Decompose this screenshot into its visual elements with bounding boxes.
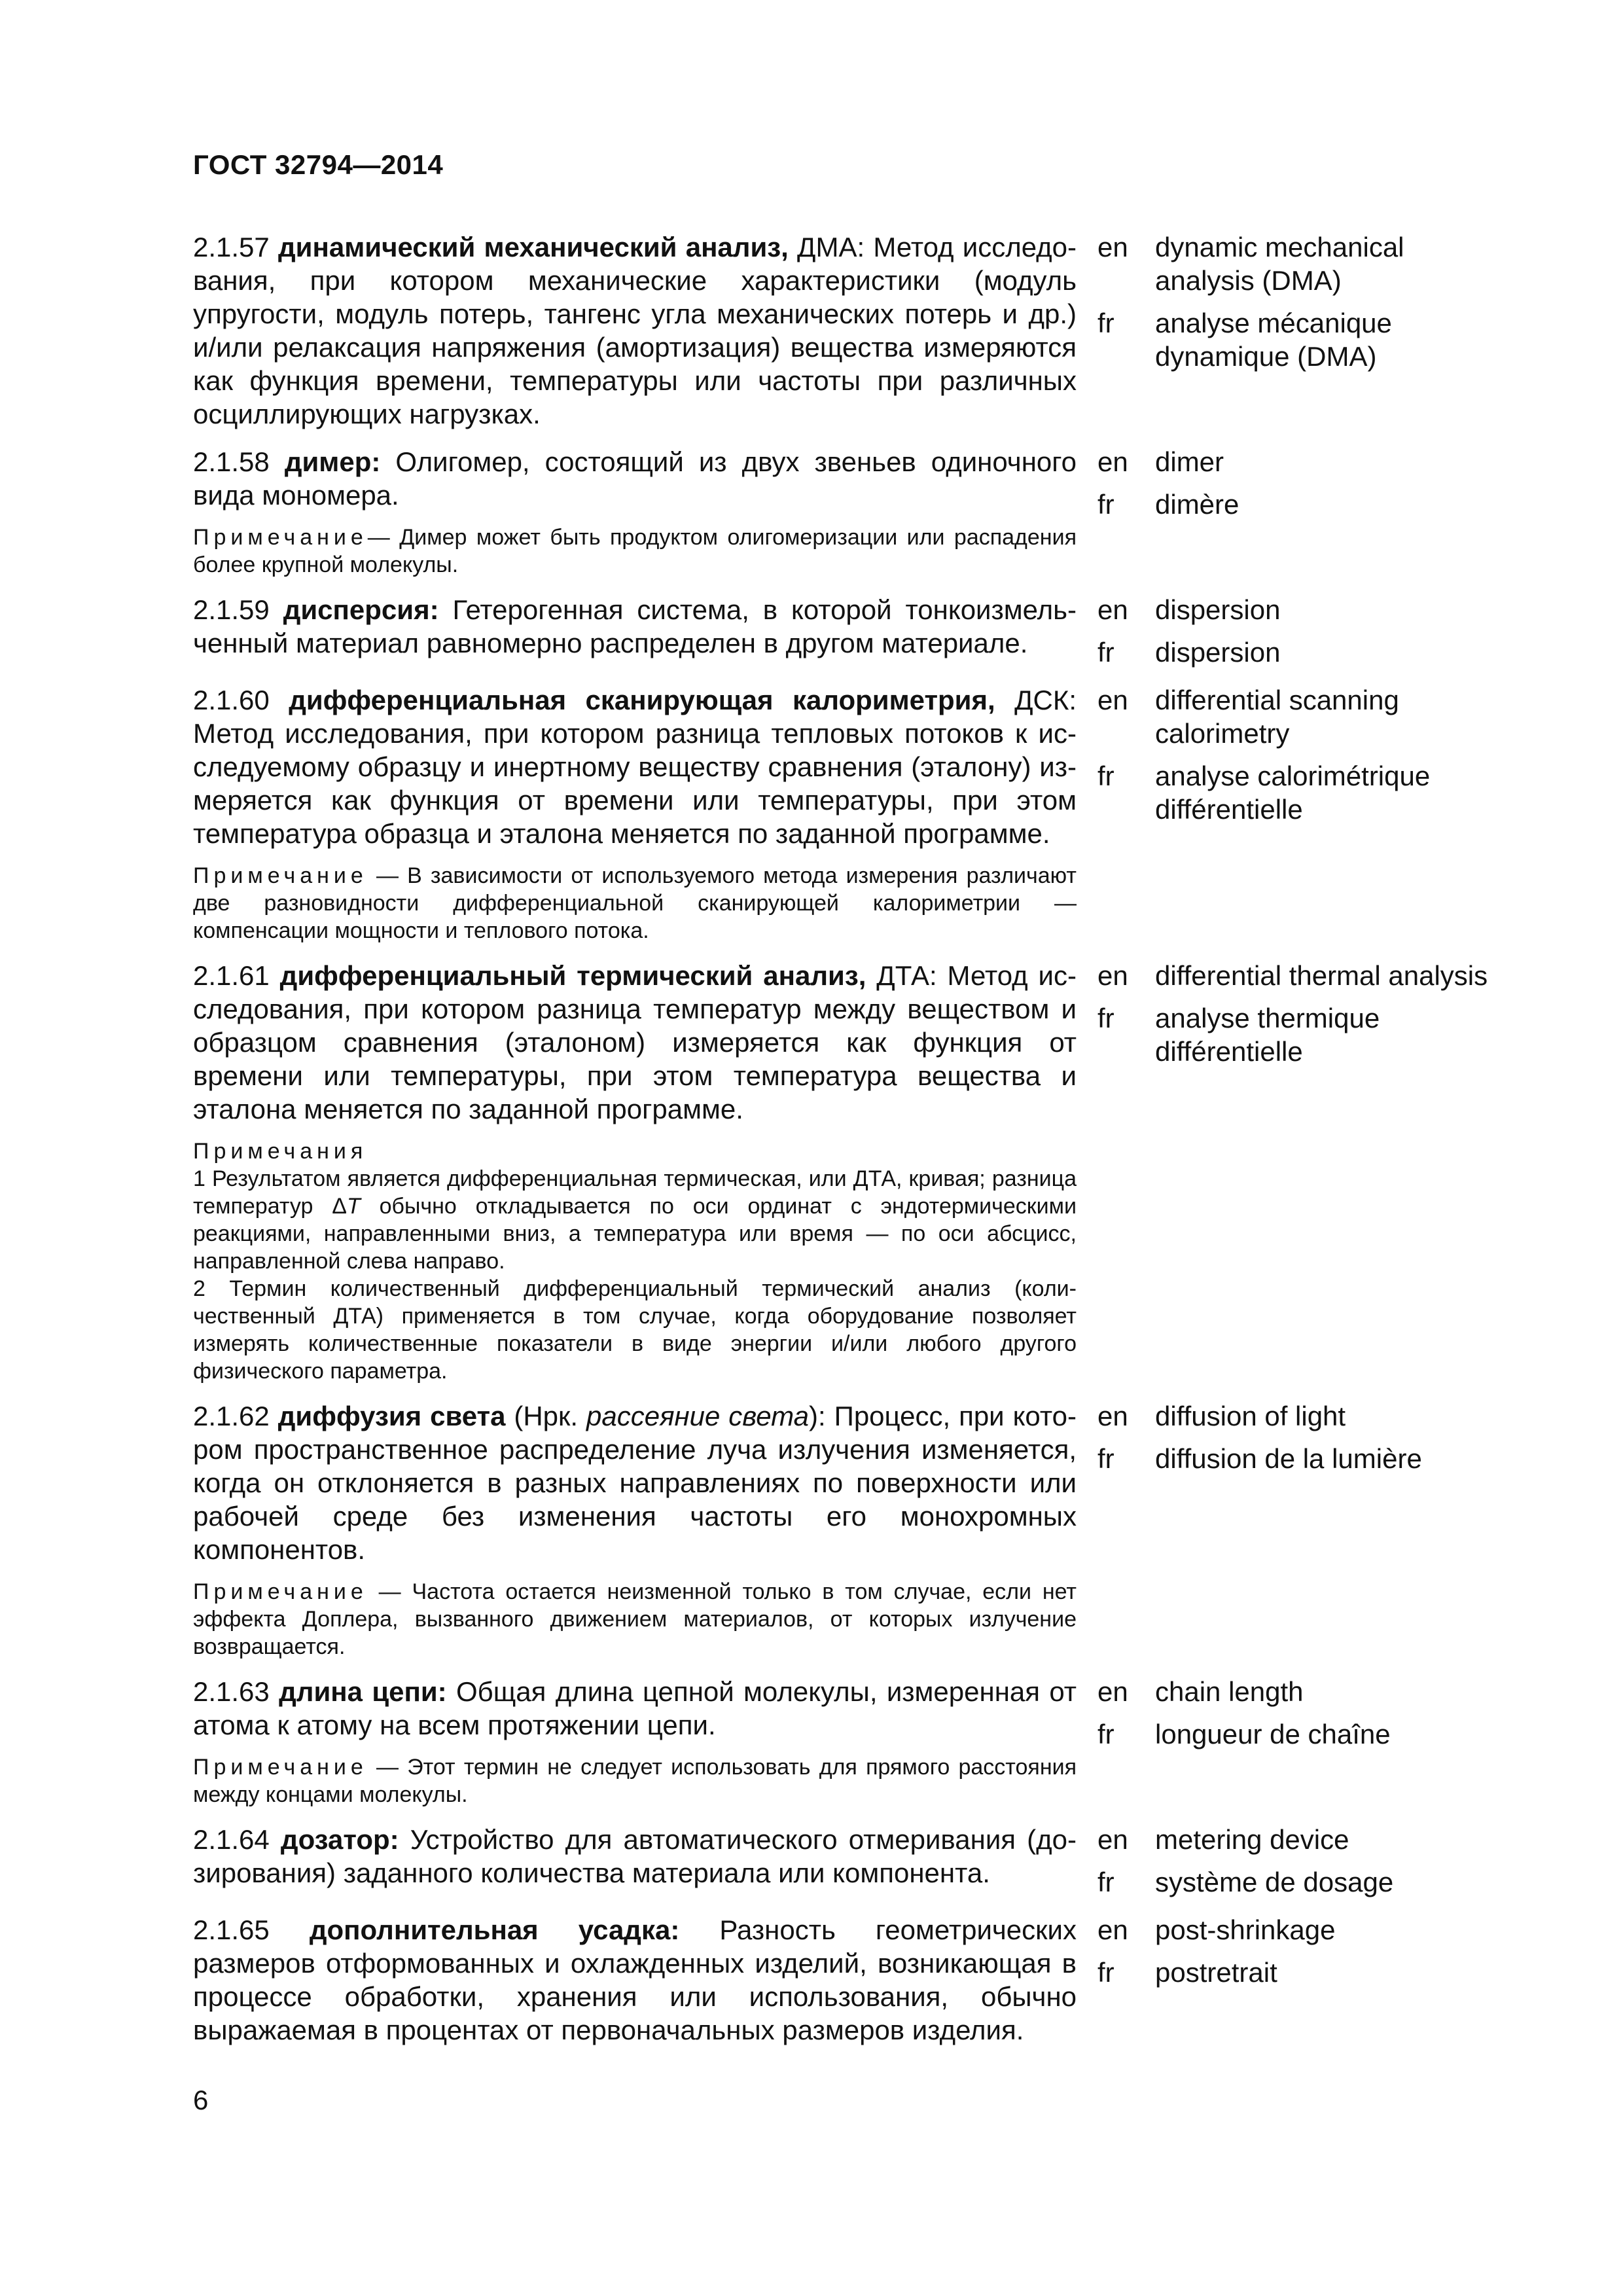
definition-paragraph	[193, 959, 1077, 1126]
definition-paragraph	[193, 593, 1077, 660]
english-term: post-shrinkage	[1155, 1914, 1336, 1945]
standard-designation: ГОСТ 32794—2014	[193, 149, 444, 180]
lang-code-fr: fr	[1097, 1003, 1115, 1033]
definition-text: Устройство для автоматического отмеривания (дозирования) заданного количества материала или компонента.	[193, 1824, 1077, 1888]
term-entry-2-1-57	[193, 230, 1508, 431]
english-equivalent	[1097, 593, 1508, 626]
ru-column	[193, 445, 1077, 579]
lang-code-en: en	[1097, 1914, 1128, 1945]
notes-label: Примечания	[193, 1139, 368, 1164]
english-term: metering device	[1155, 1824, 1349, 1855]
abbreviation: ДМА:	[788, 232, 874, 262]
lang-code-en: en	[1097, 594, 1128, 625]
entry-number: 2.1.57	[193, 232, 270, 262]
french-term: analyse calorimétrique différentielle	[1155, 761, 1431, 825]
definition-text: Общая длина цепной молекулы, измеренная от атома к атому на всем протяжении цепи.	[193, 1676, 1077, 1740]
term-entry-2-1-65	[193, 1913, 1508, 2047]
term-name: дисперсия:	[283, 594, 439, 625]
term-name: динамический механический анализ,	[278, 232, 789, 262]
english-term: dispersion	[1155, 594, 1281, 625]
french-equivalent	[1097, 759, 1508, 826]
lang-code-en: en	[1097, 1401, 1128, 1431]
foreign-equivalents	[1097, 1823, 1508, 1899]
entry-number: 2.1.63	[193, 1676, 270, 1707]
term-entry-2-1-61	[193, 959, 1508, 1385]
ru-column	[193, 230, 1077, 431]
french-term: analyse mécanique dynamique (DMA)	[1155, 308, 1392, 372]
definition-paragraph	[193, 1675, 1077, 1742]
french-term: dimère	[1155, 489, 1240, 520]
french-equivalent	[1097, 636, 1508, 669]
foreign-equivalents	[1097, 1399, 1508, 1475]
entry-number: 2.1.61	[193, 960, 270, 991]
lang-code-en: en	[1097, 232, 1128, 262]
definition-text: Разность геометрических размеров отформованных и охлажденных изделий, возникающая в процессе обработки, хранения или использования, обычно выражаемая в процентах от первоначальных размеров изделия.	[193, 1914, 1077, 2045]
lang-code-fr: fr	[1097, 637, 1115, 668]
note-text: обычно откладывается по оси ординат с эндотермическими реакциями, направленными вниз, а температура или время — по оси абсцисс, направленной слева направо.	[193, 1194, 1077, 1274]
note	[193, 524, 1077, 579]
term-name: дифференциальный термический анализ,	[279, 960, 866, 991]
french-equivalent	[1097, 1001, 1508, 1068]
definition-text: Метод исследования, при котором разница тепловых потоков к исследуемому образцу и инертному веществу сравнения (эталону) измеряется как функция от времени или температуры, при этом температура образца и эталона меняется по заданной программе.	[193, 718, 1077, 849]
definition-text: Гетерогенная система, в которой тонкоизмельченный материал равномерно распределен в другом материале.	[193, 594, 1077, 658]
entry-number: 2.1.59	[193, 594, 270, 625]
lang-code-en: en	[1097, 446, 1128, 477]
ru-column	[193, 593, 1077, 660]
english-term: diffusion of light	[1155, 1401, 1346, 1431]
english-equivalent	[1097, 1823, 1508, 1856]
note-label: Примечание	[193, 525, 368, 550]
french-equivalent	[1097, 1442, 1508, 1475]
temperature-symbol: T	[346, 1194, 361, 1219]
term-name: длина цепи:	[279, 1676, 447, 1707]
term-entry-2-1-63	[193, 1675, 1508, 1808]
lang-code-fr: fr	[1097, 1443, 1115, 1474]
french-equivalent	[1097, 306, 1508, 373]
deprecated-term-close: ):	[809, 1401, 834, 1431]
english-equivalent	[1097, 1913, 1508, 1946]
lang-code-fr: fr	[1097, 761, 1115, 791]
foreign-equivalents	[1097, 230, 1508, 373]
note-text: — Димер может быть продуктом олигомеризации или распадения более крупной молекулы.	[193, 525, 1077, 577]
french-term: diffusion de la lumière	[1155, 1443, 1422, 1474]
term-entry-2-1-58	[193, 445, 1508, 579]
entry-number: 2.1.60	[193, 685, 270, 715]
foreign-equivalents	[1097, 1913, 1508, 1989]
entry-number: 2.1.65	[193, 1914, 270, 1945]
note-text: — Частота остается неизменной только в том случае, если нет эффекта Доплера, вызванного движением материалов, от которых излучение возвращается.	[193, 1579, 1077, 1659]
lang-code-fr: fr	[1097, 1957, 1115, 1988]
english-term: differential thermal analysis	[1155, 960, 1488, 991]
note-label: Примечание	[193, 1755, 368, 1780]
definition-text: Процесс, при котором пространственное распределение луча излучения изменяется, когда он отклоняется в разных направлениях по поверхности или рабочей среде без изменения частоты его монохромных компонентов.	[193, 1401, 1077, 1565]
definition-text: Олигомер, состоящий из двух звеньев одиночного вида мономера.	[193, 446, 1077, 511]
entry-number: 2.1.64	[193, 1824, 270, 1855]
lang-code-fr: fr	[1097, 308, 1115, 338]
french-term: postretrait	[1155, 1957, 1277, 1988]
english-term: dimer	[1155, 446, 1224, 477]
term-name: дополнительная усадка:	[309, 1914, 680, 1945]
english-equivalent	[1097, 1675, 1508, 1708]
term-entry-2-1-59	[193, 593, 1508, 669]
definition-paragraph	[193, 1913, 1077, 2047]
definition-text: Метод исследования, при котором механические характеристики (модуль упругости, модуль потерь, тангенс угла механических потерь и др.) и/или релаксация напряжения (амортизация) вещества измеряются как функция времени, температуры или частоты при различных осциллирующих нагрузках.	[193, 232, 1077, 429]
abbreviation: ДСК:	[995, 685, 1077, 715]
foreign-equivalents	[1097, 593, 1508, 669]
note-text: — Этот термин не следует использовать для прямого расстояния между концами молекулы.	[193, 1755, 1077, 1807]
note-text: — В зависимости от используемого метода измерения различают две разновидности дифференциальной сканирующей калориметрии — компенсации мощности и теплового потока.	[193, 863, 1077, 943]
french-term: longueur de chaîne	[1155, 1719, 1391, 1749]
term-name: дифференциальная сканирующая калориметрия,	[289, 685, 995, 715]
term-entry-2-1-62	[193, 1399, 1508, 1660]
lang-code-en: en	[1097, 960, 1128, 991]
english-equivalent	[1097, 959, 1508, 992]
english-equivalent	[1097, 1399, 1508, 1433]
definition-paragraph	[193, 230, 1077, 431]
ru-column	[193, 683, 1077, 944]
ru-column	[193, 1399, 1077, 1660]
term-name: диффузия света	[277, 1401, 506, 1431]
deprecated-term-open: (Нрк.	[505, 1401, 587, 1431]
lang-code-fr: fr	[1097, 489, 1115, 520]
ru-column	[193, 1913, 1077, 2047]
note	[193, 1578, 1077, 1660]
french-equivalent	[1097, 1717, 1508, 1751]
note-item-2: 2 Термин количественный дифференциальный термический анализ (количественный ДТА) применяется в том случае, когда оборудование позволяет измерять количественные показатели в виде энергии и/или любого другого физического параметра.	[193, 1276, 1077, 1384]
french-term: dispersion	[1155, 637, 1281, 668]
entry-number: 2.1.58	[193, 446, 270, 477]
page-number: 6	[193, 2085, 209, 2115]
term-name: димер:	[284, 446, 381, 477]
deprecated-term: рассеяние света	[586, 1401, 810, 1431]
note	[193, 1753, 1077, 1808]
lang-code-fr: fr	[1097, 1867, 1115, 1897]
english-term: differential scanning calorimetry	[1155, 685, 1399, 749]
english-equivalent	[1097, 445, 1508, 478]
note-label: Примечание	[193, 863, 368, 888]
note	[193, 862, 1077, 944]
french-term: analyse thermique différentielle	[1155, 1003, 1380, 1067]
foreign-equivalents	[1097, 959, 1508, 1068]
french-equivalent	[1097, 1865, 1508, 1899]
term-entry-2-1-60	[193, 683, 1508, 944]
french-term: système de dosage	[1155, 1867, 1394, 1897]
foreign-equivalents	[1097, 683, 1508, 826]
definition-paragraph	[193, 683, 1077, 850]
ru-column	[193, 959, 1077, 1385]
english-equivalent	[1097, 683, 1508, 750]
definition-paragraph	[193, 445, 1077, 512]
abbreviation: ДТА:	[866, 960, 948, 991]
term-entry-2-1-64	[193, 1823, 1508, 1899]
lang-code-fr: fr	[1097, 1719, 1115, 1749]
definition-paragraph	[193, 1399, 1077, 1566]
lang-code-en: en	[1097, 1824, 1128, 1855]
english-equivalent	[1097, 230, 1508, 297]
note-text: 1 Результатом является дифференциальная термическая, или ДТА, кривая; разница температур Δ	[193, 1166, 1077, 1219]
term-entries	[193, 230, 1508, 2047]
definition-text: Метод исследования, при котором разница температур между веществом и образцом сравнения (эталоном) измеряется как функция от времени или температуры, при этом температура вещества и эталона меняется по заданной программе.	[193, 960, 1077, 1124]
foreign-equivalents	[1097, 445, 1508, 521]
english-term: chain length	[1155, 1676, 1304, 1707]
term-name: дозатор:	[280, 1824, 399, 1855]
note-item-1	[193, 1165, 1077, 1275]
french-equivalent	[1097, 1956, 1508, 1989]
ru-column	[193, 1823, 1077, 1890]
definition-paragraph	[193, 1823, 1077, 1890]
french-equivalent	[1097, 488, 1508, 521]
lang-code-en: en	[1097, 685, 1128, 715]
note-label: Примечание	[193, 1579, 368, 1604]
entry-number: 2.1.62	[193, 1401, 270, 1431]
ru-column	[193, 1675, 1077, 1808]
english-term: dynamic mechanical analysis (DMA)	[1155, 232, 1404, 296]
foreign-equivalents	[1097, 1675, 1508, 1751]
lang-code-en: en	[1097, 1676, 1128, 1707]
